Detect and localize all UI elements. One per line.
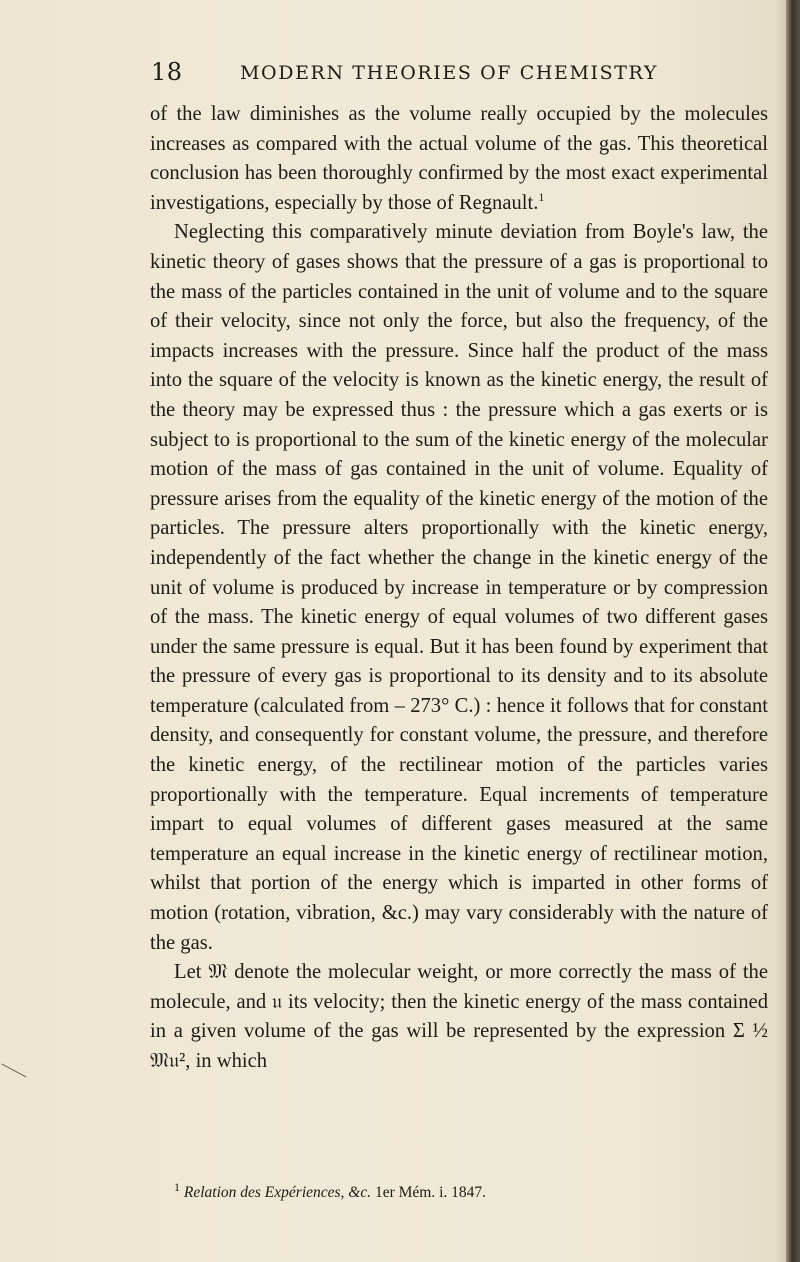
footnote <box>174 1179 764 1203</box>
paragraph-1: of the law diminishes as the volume really occupied by the molecules increases as compared with the actual volume of the gas. This theoretical conclusion has been thoroughly confirmed by the most exact experimental investigations, especially by those of Regnault.$^1$ <box>150 103 768 214</box>
footnote-ref: 1 <box>538 189 545 204</box>
paragraph-2: Neglecting this comparatively minute deviation from Boyle's law, the kinetic theory of gases shows that the pressure of a gas is proportional to the mass of the particles contained in the unit of volume and to the square of their velocity, since not only the force, but also the frequency, of the impacts increases with the pressure. Since half the product of the mass into the square of the velocity is known as the kinetic energy, the result of the theory may be expressed thus : the pressure which a gas exerts or is subject to is proportional to the sum of the kinetic energy of the molecular motion of the mass of gas contained in the unit of volume. Equality of pressure arises from the equality of the kinetic energy of the motion of the particles. The pressure alters proportionally with the kinetic energy, independently of the fact whether the change in the kinetic energy of the unit of volume is produced by increase in temperature or by compression of the mass. The kinetic energy of equal volumes of two different gases under the same pressure is equal. But it has been found by experiment that the pressure of every gas is proportional to its density and to its absolute temperature (calculated from – 273° C.) : hence it follows that for constant density, and consequently for constant volume, the pressure, and therefore the kinetic energy, of the rectilinear motion of the particles varies proportionally with the temperature. Equal increments of temperature impart to equal volumes of different gases measured at the same temperature an equal increase in the kinetic energy of rectilinear motion, whilst that portion of the energy which is imparted in other forms of motion (rotation, vibration, &c.) may vary considerably with the nature of the gas. <box>150 221 768 954</box>
velocity-symbol: 𝔲 <box>272 990 283 1013</box>
page-edge-shadow <box>786 0 800 1262</box>
footnote-title: Relation des Expériences, &c. <box>183 1184 372 1201</box>
running-head: MODERN THEORIES OF CHEMISTRY <box>240 62 659 84</box>
page-header <box>0 58 800 88</box>
footnote-rest: 1er Mém. i. 1847. <box>374 1184 487 1201</box>
body-text <box>150 100 768 1077</box>
footnote-marker: 1 <box>174 1179 180 1194</box>
mass-symbol: 𝔐 <box>208 961 228 984</box>
page-number: 18 <box>151 58 183 86</box>
kinetic-energy-expression: Σ ½ 𝔐𝔲² <box>150 1020 768 1072</box>
paragraph-3: Let 𝔐 denote the molecular weight, or more correctly the mass of the molecule, and 𝔲 its velocity; then the kinetic energy of the mass contained in a given volume of the gas will be represented by the expression Σ ½ 𝔐𝔲², in which <box>150 961 768 1072</box>
